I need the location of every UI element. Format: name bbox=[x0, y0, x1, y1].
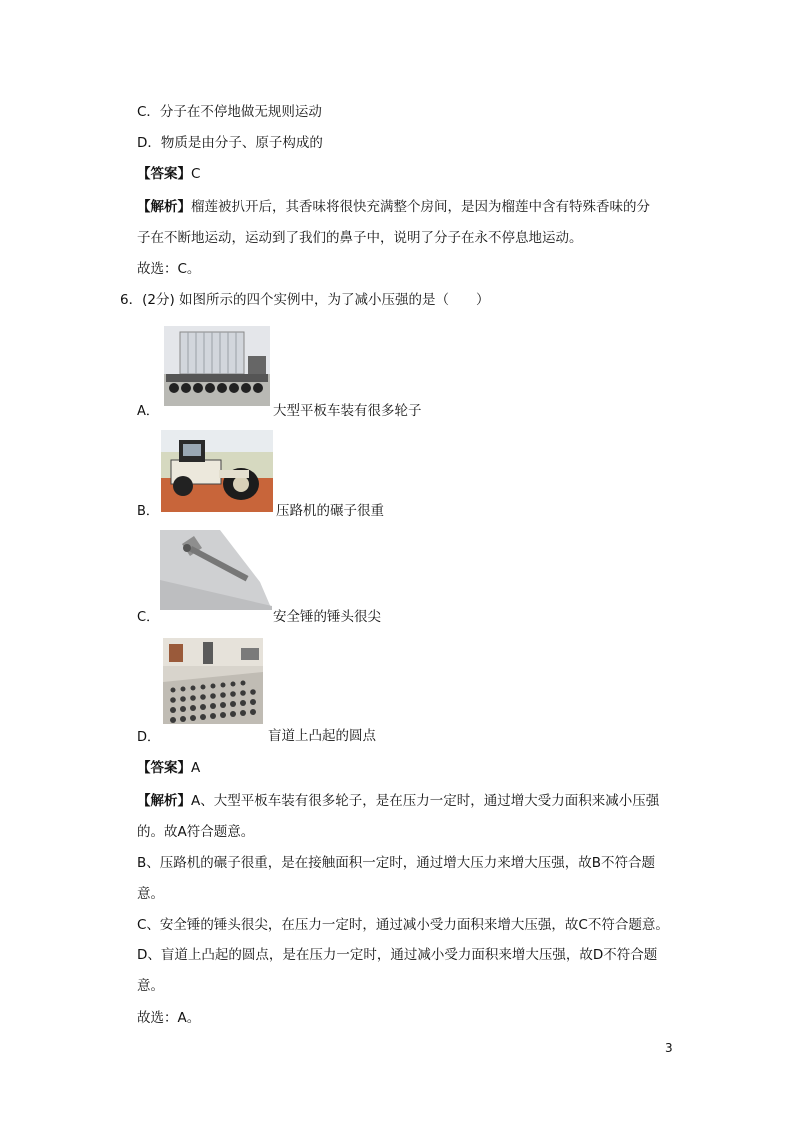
q6-analysis-line1 bbox=[137, 791, 659, 811]
analysis-label: 【解析】 bbox=[137, 793, 191, 809]
q6-analysis-line4: 意。 bbox=[137, 886, 164, 902]
page-number: 3 bbox=[665, 1041, 673, 1055]
q6-analysis-line3: B、压路机的碾子很重，是在接触面积一定时，通过增大压力来增大压强，故B不符合题 bbox=[137, 855, 656, 871]
prev-option-d: D．物质是由分子、原子构成的 bbox=[137, 135, 323, 151]
option-c-letter: C． bbox=[137, 610, 160, 625]
q6-analysis-line6: D、盲道上凸起的圆点，是在压力一定时，通过减小受力面积来增大压强，故D不符合题 bbox=[137, 947, 658, 963]
option-b-letter: B． bbox=[137, 504, 159, 519]
q6-analysis-line7: 意。 bbox=[137, 978, 164, 994]
prev-choice: 故选：C。 bbox=[137, 261, 201, 277]
prev-analysis-line2: 子在不断地运动，运动到了我们的鼻子中，说明了分子在永不停息地运动。 bbox=[137, 230, 583, 246]
option-d-caption: 盲道上凸起的圆点 bbox=[268, 728, 376, 744]
tactile-paving-photo bbox=[163, 638, 263, 724]
option-a-caption: 大型平板车装有很多轮子 bbox=[273, 403, 422, 419]
analysis-label: 【解析】 bbox=[137, 199, 191, 215]
analysis-text: 榴莲被扒开后，其香味将很快充满整个房间，是因为榴莲中含有特殊香味的分 bbox=[191, 199, 650, 215]
prev-answer bbox=[137, 164, 200, 184]
answer-label: 【答案】 bbox=[137, 760, 191, 776]
analysis-text: A、大型平板车装有很多轮子，是在压力一定时，通过增大受力面积来减小压强 bbox=[191, 793, 660, 809]
q6-choice: 故选：A。 bbox=[137, 1010, 201, 1026]
question-stem: 6．(2分) 如图所示的四个实例中，为了减小压强的是（ ） bbox=[120, 292, 490, 308]
prev-option-c: C．分子在不停地做无规则运动 bbox=[137, 104, 322, 120]
option-a-letter: A． bbox=[137, 404, 159, 419]
road-roller-photo bbox=[161, 430, 273, 512]
prev-analysis-line1 bbox=[137, 197, 650, 217]
q6-analysis-line2: 的。故A符合题意。 bbox=[137, 824, 255, 840]
truck-photo bbox=[164, 326, 270, 406]
answer-value: A bbox=[191, 760, 201, 776]
option-d-letter: D． bbox=[137, 730, 161, 745]
answer-label: 【答案】 bbox=[137, 166, 191, 182]
q6-answer bbox=[137, 758, 200, 778]
safety-hammer-photo bbox=[160, 530, 272, 610]
option-c-caption: 安全锤的锤头很尖 bbox=[273, 609, 381, 625]
answer-value: C bbox=[191, 166, 201, 182]
q6-analysis-line5: C、安全锤的锤头很尖，在压力一定时，通过减小受力面积来增大压强，故C不符合题意。 bbox=[137, 917, 669, 933]
option-b-caption: 压路机的碾子很重 bbox=[276, 503, 384, 519]
